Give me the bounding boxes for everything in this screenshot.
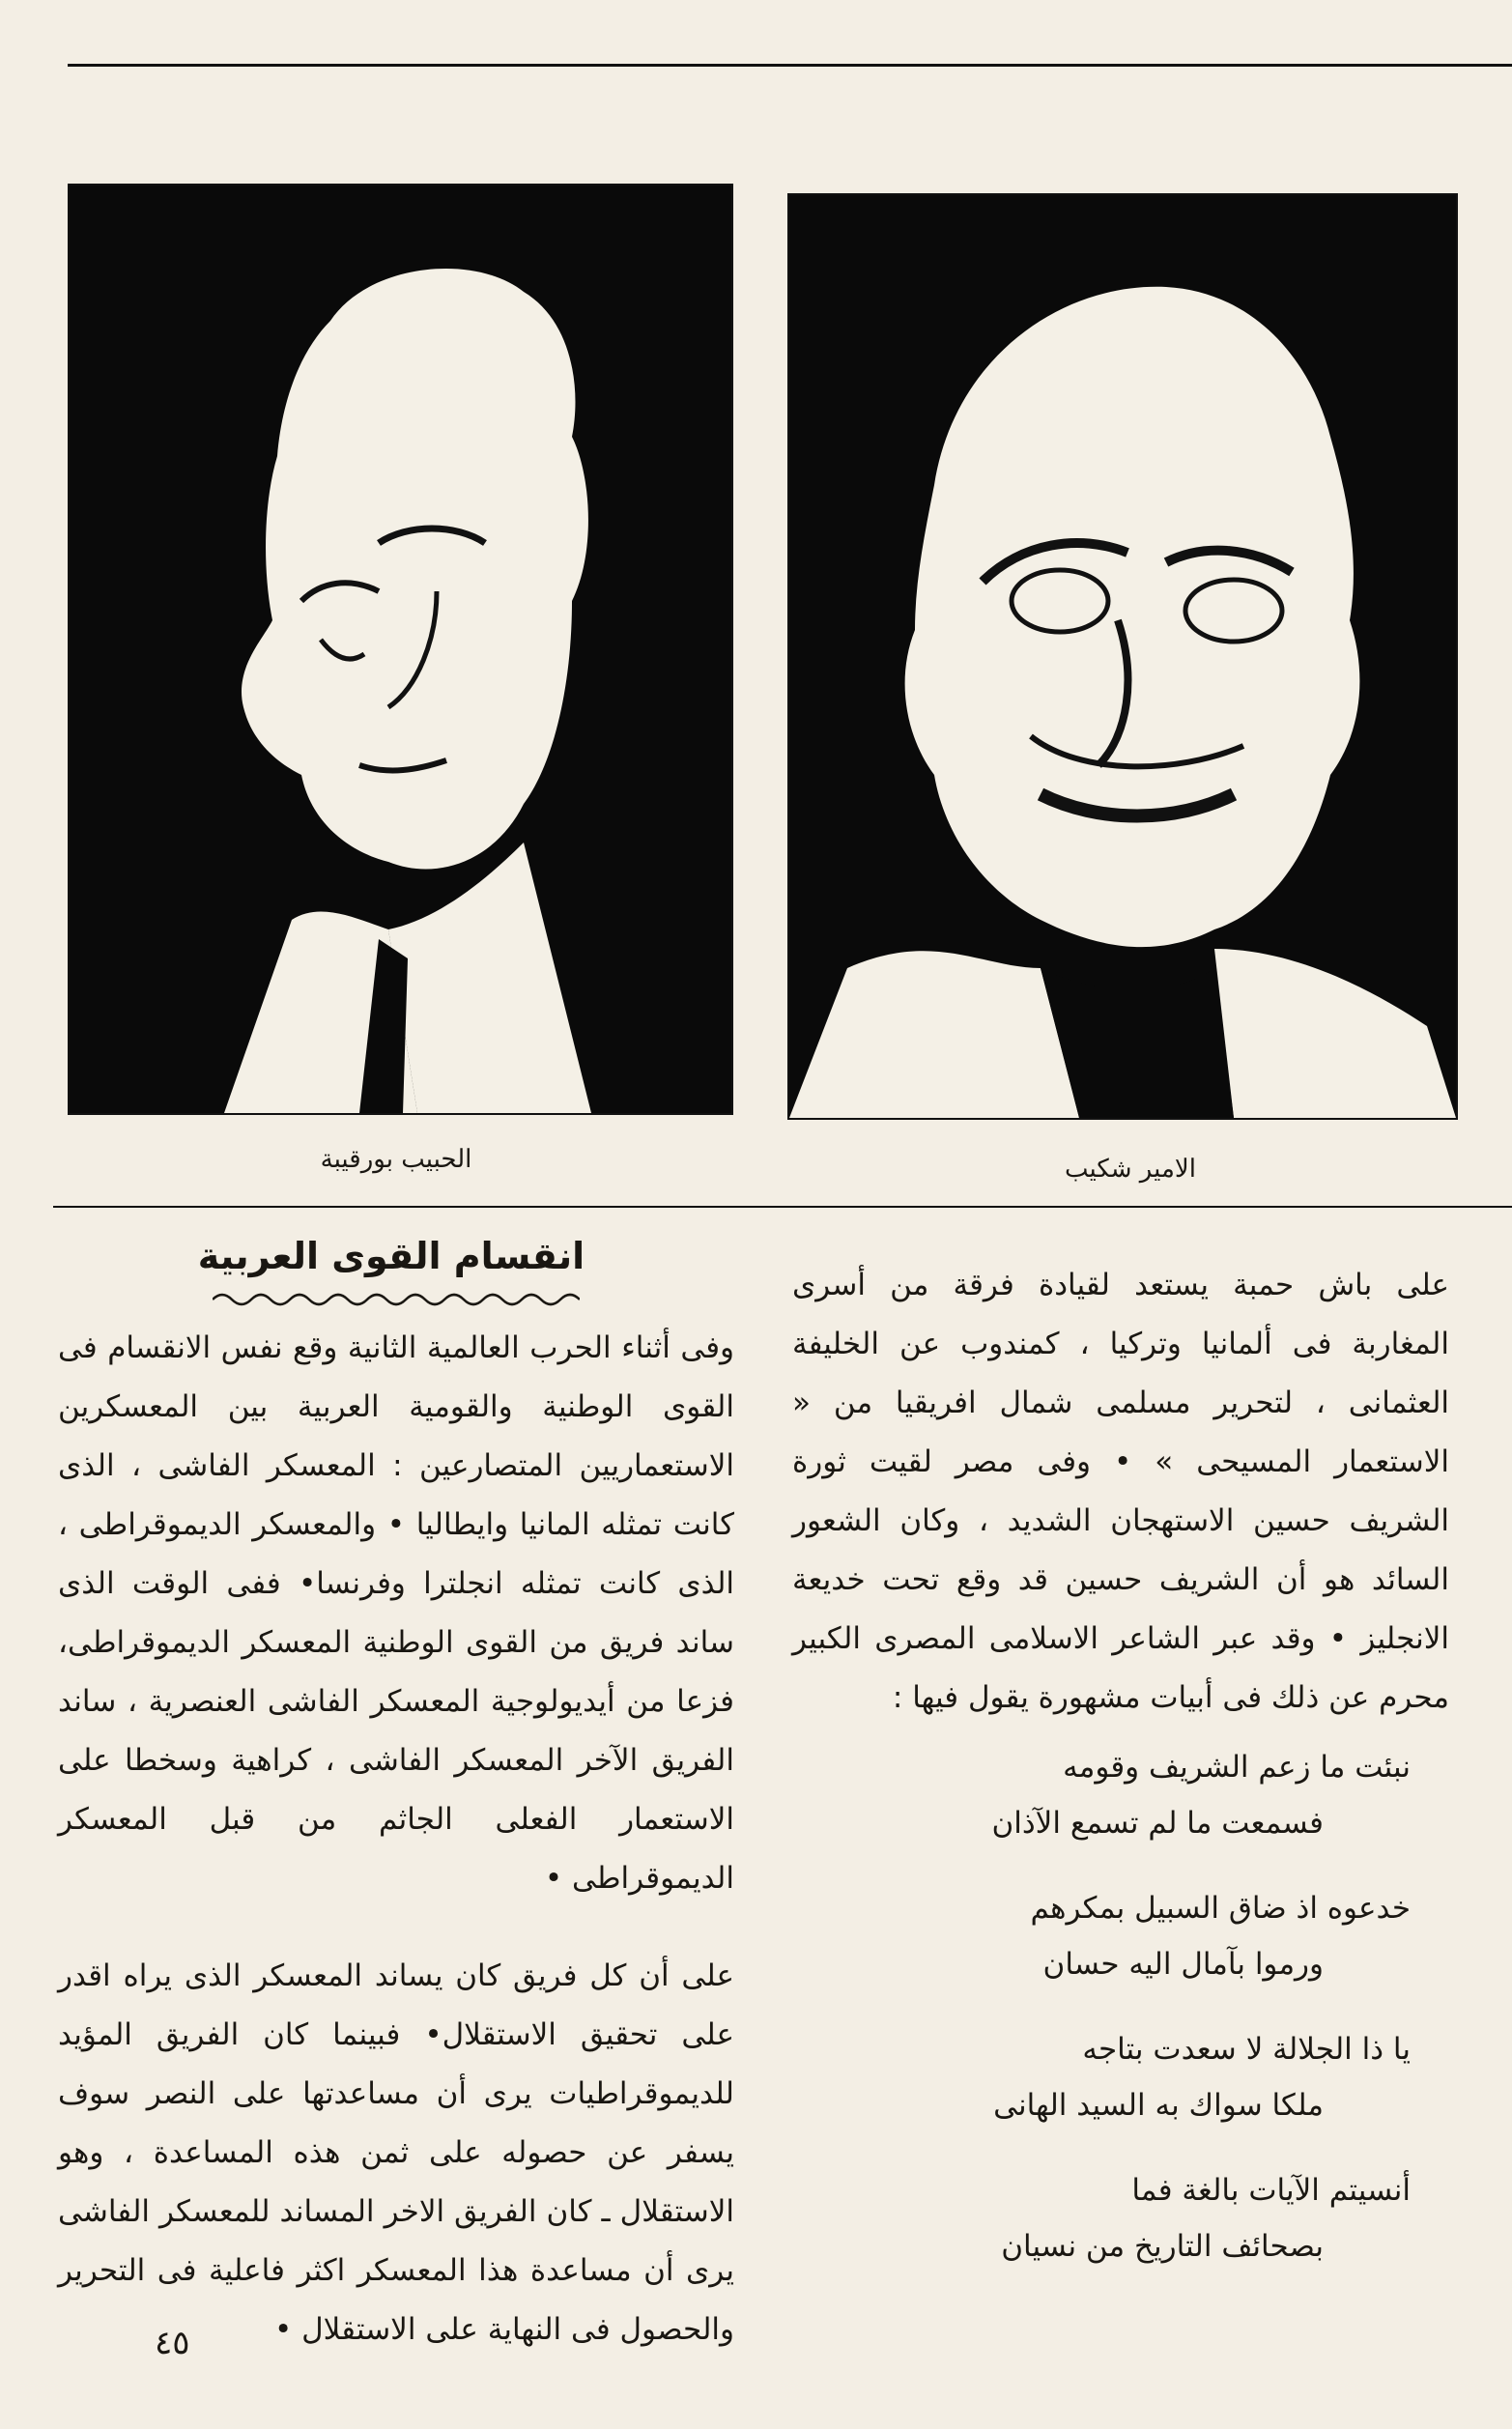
- poem-line: نبئت ما زعم الشريف وقومه: [1063, 1750, 1411, 1785]
- poem-line: ملكا سواك به السيد الهانى: [993, 2088, 1324, 2123]
- caption-right-photo: الامير شكيب: [1065, 1155, 1196, 1184]
- portrait-photo-left: [68, 184, 733, 1115]
- middle-rule: [53, 1206, 1512, 1208]
- poem-verse: [831, 2021, 1411, 2133]
- poem-line: بصحائف التاريخ من نسيان: [1001, 2229, 1324, 2264]
- poem-line: أنسيتم الآيات بالغة فما: [1131, 2173, 1411, 2208]
- poem-line: يا ذا الجلالة لا سعدت بتاجه: [1082, 2032, 1411, 2067]
- top-rule: [68, 64, 1512, 67]
- poem-line: ورموا بآمال اليه حسان: [1042, 1947, 1324, 1982]
- section-heading: انقسام القوى العربية: [197, 1235, 585, 1277]
- poem-verse: [831, 2162, 1411, 2274]
- heading-wavy-underline: [213, 1290, 580, 1309]
- left-paragraph-1: وفى أثناء الحرب العالمية الثانية وقع نفس الانقسام فى القوى الوطنية والقومية العربية بين المعسكرين الاستعماريين المتصارعين : المعسكر الفاشى ، الذى كانت تمثله المانيا وايطاليا • والمعسكر الديموقراطى ، الذى كانت تمثله انجلترا وفرنسا• ففى الوقت الذى ساند فريق من القوى الوطنية المعسكر الديموقراطى، فزعا من أيديولوجية المعسكر الفاشى العنصرية ، ساند الفريق الآخر المعسكر الفاشى ، كراهية وسخطا على الاستعمار الفعلى الجاثم من قبل المعسكر الديموقراطى •: [58, 1330, 734, 1896]
- poem-line: فسمعت ما لم تسمع الآذان: [991, 1806, 1324, 1841]
- poem-line: خدعوه اذ ضاق السبيل بمكرهم: [1030, 1891, 1411, 1926]
- right-paragraph: على باش حمبة يستعد لقيادة فرقة من أسرى المغاربة فى ألمانيا وتركيا ، كمندوب عن الخليفة العثمانى ، لتحرير مسلمى شمال افريقيا من « الاستعمار المسيحى » • وفى مصر لقيت ثورة الشريف حسين الاستهجان الشديد ، وكان الشعور السائد هو أن الشريف حسين قد وقع تحت خديعة الانجليز • وقد عبر الشاعر الاسلامى المصرى الكبير محرم عن ذلك فى أبيات مشهورة يقول فيها :: [792, 1268, 1449, 1715]
- poem: [831, 1739, 1411, 2303]
- poem-verse: [831, 1739, 1411, 1851]
- poem-verse: [831, 1880, 1411, 1992]
- page-number: ٤٥: [155, 2324, 190, 2362]
- left-paragraph-2: على أن كل فريق كان يساند المعسكر الذى يراه اقدر على تحقيق الاستقلال• فبينما كان الفريق المؤيد للديموقراطيات يرى أن مساعدتها على النصر سوف يسفر عن حصوله على ثمن هذه المساعدة ، وهو الاستقلال ـ كان الفريق الاخر المساند للمعسكر الفاشى يرى أن مساعدة هذا المعسكر اكثر فاعلية فى التحرير والحصول فى النهاية على الاستقلال •: [58, 1958, 734, 2347]
- portrait-photo-right: [787, 193, 1458, 1120]
- caption-left-photo: الحبيب بورقيبة: [320, 1145, 472, 1174]
- right-column-text: [792, 1256, 1449, 1753]
- left-column-text: [58, 1319, 734, 2385]
